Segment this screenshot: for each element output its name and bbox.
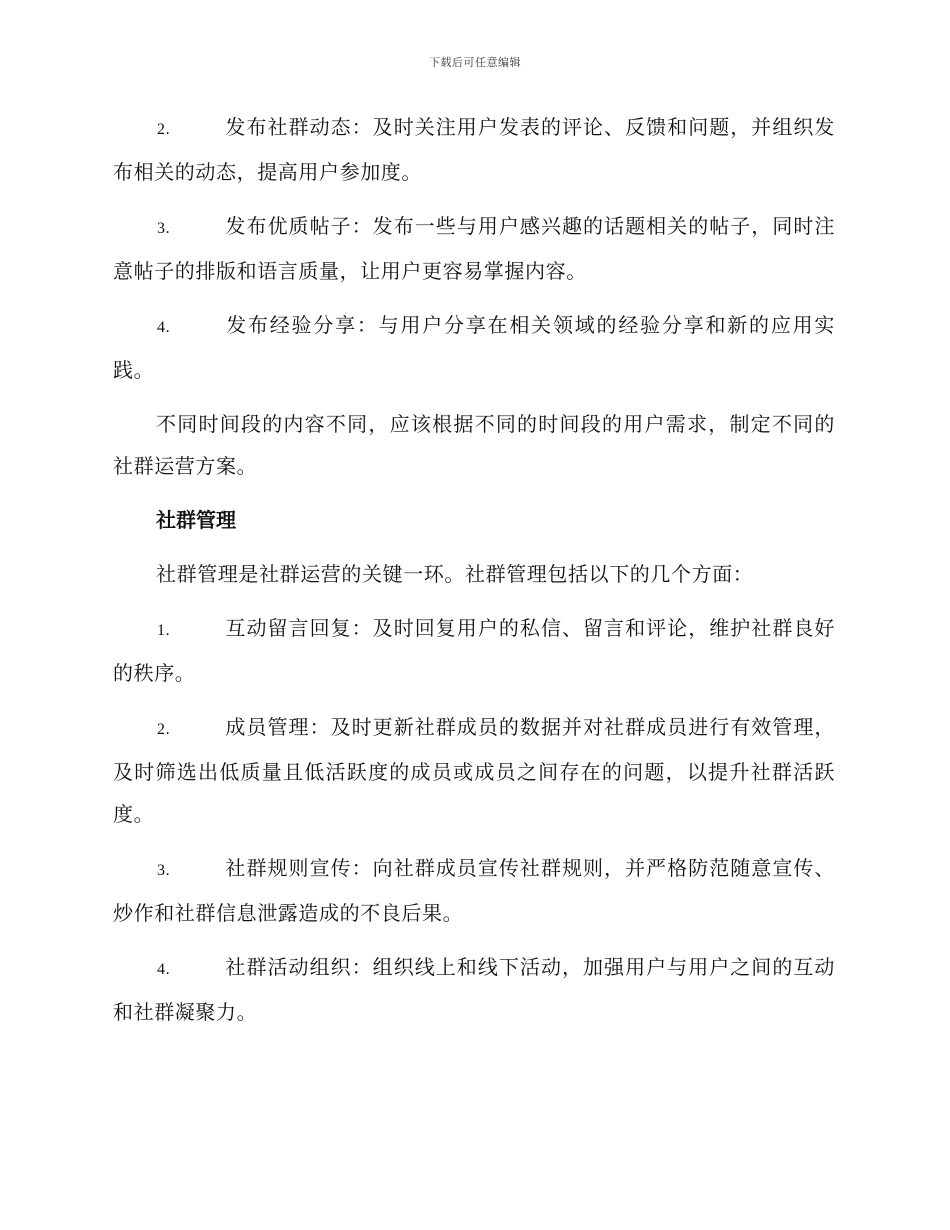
page-header: 下载后可任意编辑: [429, 56, 521, 69]
list-item: [113, 847, 835, 934]
list-item-number: 1.: [157, 622, 171, 639]
list-item-number: 2.: [157, 721, 171, 738]
list-item-text: 发布经验分享：与用户分享在相关领域的经验分享和新的应用实践。: [113, 313, 835, 382]
list-item-text: 发布社群动态：及时关注用户发表的评论、反馈和问题，并组织发布相关的动态，提高用户参加度。: [113, 115, 835, 184]
list-item-number: 4.: [157, 961, 171, 978]
list-item-number: 4.: [157, 319, 171, 336]
paragraph: 不同时间段的内容不同，应该根据不同的时间段的用户需求，制定不同的社群运营方案。: [113, 412, 835, 478]
list-item: [113, 304, 835, 391]
list-item-text: 发布优质帖子：发布一些与用户感兴趣的话题相关的帖子，同时注意帖子的排版和语言质量，让用户更容易掌握内容。: [113, 214, 835, 283]
section-heading: 社群管理: [156, 508, 236, 532]
paragraph: 社群管理是社群运营的关键一环。社群管理包括以下的几个方面：: [156, 562, 754, 586]
list-item-text: 成员管理：及时更新社群成员的数据并对社群成员进行有效管理，及时筛选出低质量且低活跃度的成员或成员之间存在的问题，以提升社群活跃度。: [113, 715, 835, 826]
list-item-text: 互动留言回复：及时回复用户的私信、留言和评论，维护社群良好的秩序。: [113, 616, 835, 685]
list-item-text: 社群活动组织：组织线上和线下活动，加强用户与用户之间的互动和社群凝聚力。: [113, 955, 835, 1024]
list-item: [113, 607, 835, 694]
document-body: [113, 106, 835, 1045]
list-item: [113, 946, 835, 1033]
list-item: [113, 205, 835, 292]
list-item-number: 3.: [157, 220, 171, 237]
list-item: [113, 106, 835, 193]
list-item: [113, 706, 835, 835]
list-item-text: 社群规则宣传：向社群成员宣传社群规则，并严格防范随意宣传、炒作和社群信息泄露造成的不良后果。: [113, 856, 835, 925]
list-item-number: 3.: [157, 862, 171, 879]
list-item-number: 2.: [157, 121, 171, 138]
